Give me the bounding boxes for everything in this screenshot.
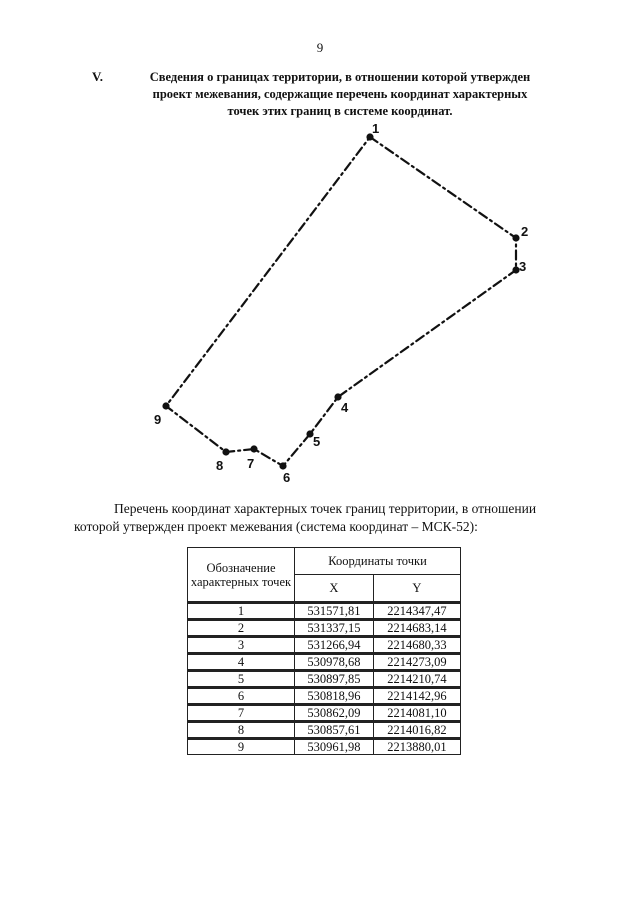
cell-point: 9 [188, 739, 295, 755]
point-label-3: 3 [519, 259, 527, 274]
table-row [188, 722, 461, 739]
cell-point: 1 [188, 603, 295, 620]
table-row [188, 671, 461, 688]
cell-x: 530897,85 [295, 671, 374, 688]
cell-point: 7 [188, 705, 295, 722]
point-label-9: 9 [154, 412, 162, 427]
boundary-point-2 [512, 234, 519, 241]
cell-x: 530862,09 [295, 705, 374, 722]
header-y: Y [373, 575, 460, 603]
section-numeral: V. [92, 69, 103, 84]
cell-x: 531337,15 [295, 620, 374, 637]
table-row [188, 705, 461, 722]
section-title-line-2: проект межевания, содержащие перечень координат характерных [152, 87, 528, 101]
point-label-1: 1 [372, 121, 380, 136]
table-row [188, 620, 461, 637]
cell-point: 8 [188, 722, 295, 739]
coordinates-table [187, 547, 461, 755]
cell-y: 2214680,33 [373, 637, 460, 654]
section-title-line-3: точек этих границ в системе координат. [227, 104, 453, 118]
boundary-point-8 [222, 448, 229, 455]
table-row [188, 688, 461, 705]
boundary-point-6 [279, 462, 286, 469]
cell-x: 530961,98 [295, 739, 374, 755]
point-label-2: 2 [521, 224, 529, 239]
cell-x: 531571,81 [295, 603, 374, 620]
cell-point: 5 [188, 671, 295, 688]
point-label-5: 5 [313, 434, 321, 449]
cell-point: 3 [188, 637, 295, 654]
header-x: X [295, 575, 374, 603]
cell-y: 2214273,09 [373, 654, 460, 671]
cell-point: 6 [188, 688, 295, 705]
intro-line-1: Перечень координат характерных точек границ территории, в отношении [114, 501, 537, 516]
point-label-6: 6 [283, 470, 291, 485]
point-label-4: 4 [341, 400, 349, 415]
cell-y: 2214683,14 [373, 620, 460, 637]
section-title-line-1: Сведения о границах территории, в отношении которой утвержден [149, 70, 531, 84]
cell-y: 2214016,82 [373, 722, 460, 739]
cell-y: 2214142,96 [373, 688, 460, 705]
intro-paragraph [74, 500, 578, 536]
cell-point: 2 [188, 620, 295, 637]
table-row [188, 654, 461, 671]
intro-line-2: которой утвержден проект межевания (система координат – МСК-52): [74, 519, 478, 534]
boundary-point-7 [250, 445, 257, 452]
boundary-point-9 [162, 402, 169, 409]
cell-y: 2213880,01 [373, 739, 460, 755]
table-row [188, 637, 461, 654]
header-point-designation: Обозначение характерных точек [188, 548, 295, 603]
cell-y: 2214347,47 [373, 603, 460, 620]
point-label-7: 7 [247, 456, 255, 471]
point-label-8: 8 [216, 458, 224, 473]
cell-y: 2214210,74 [373, 671, 460, 688]
cell-y: 2214081,10 [373, 705, 460, 722]
cell-x: 530857,61 [295, 722, 374, 739]
table-row [188, 603, 461, 620]
cell-x: 530978,68 [295, 654, 374, 671]
boundary-polygon [166, 137, 516, 466]
page-number: 9 [316, 40, 324, 55]
cell-x: 531266,94 [295, 637, 374, 654]
header-coordinates: Координаты точки [295, 548, 461, 575]
cell-x: 530818,96 [295, 688, 374, 705]
table-row [188, 739, 461, 755]
cell-point: 4 [188, 654, 295, 671]
